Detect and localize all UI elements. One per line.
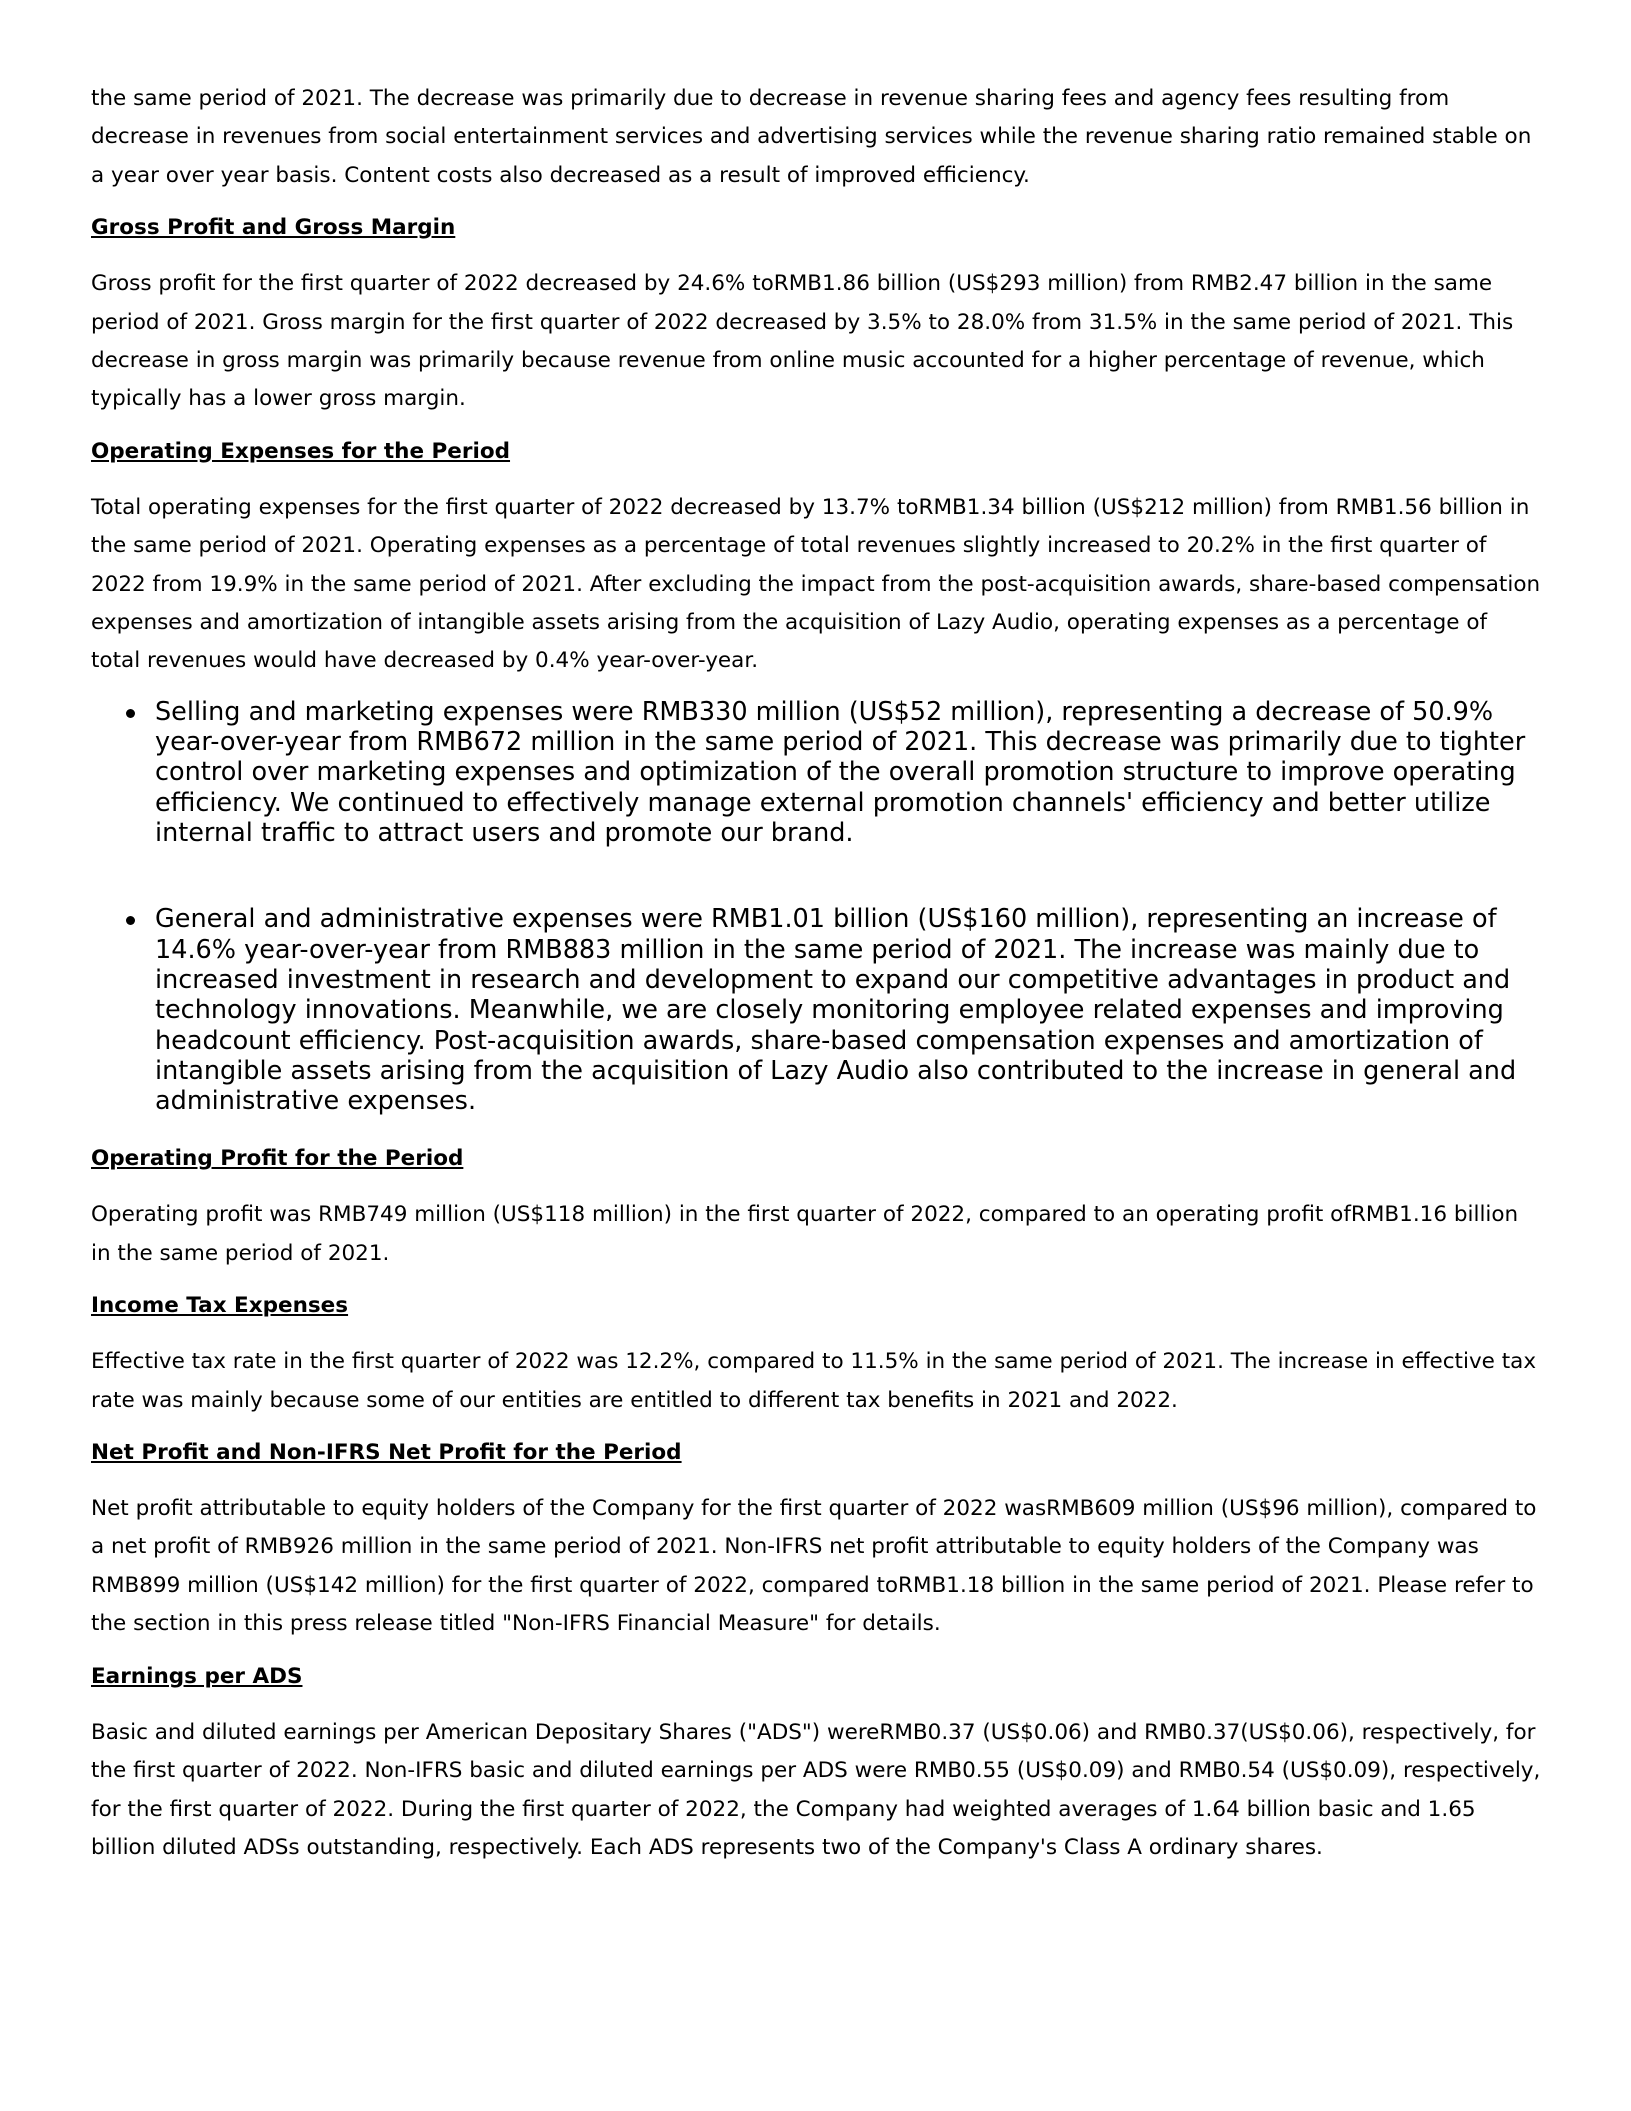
section-net-profit	[91, 1438, 1541, 1644]
section-heading: Operating Profit for the Period	[91, 1146, 464, 1172]
document-body	[91, 80, 1541, 1885]
bullet-icon	[126, 916, 135, 925]
bullet-text: Selling and marketing expenses were RMB330 million (US$52 million), representing a decrease of 50.9% year-over-year from RMB672 million in the same period of 2021. This decrease was primarily due to tighter control over marketing expenses and optimization of the overall promotion structure to improve operating efficiency. We continued to effectively manage external promotion channels' efficiency and better utilize internal traffic to attract users and promote our brand.	[155, 696, 1526, 849]
section-paragraph: Operating profit was RMB749 million (US$118 million) in the first quarter of 2022, compared to an operating profit ofRMB1.16 billion in the same period of 2021.	[91, 1202, 1519, 1266]
section-heading: Earnings per ADS	[91, 1663, 303, 1689]
section-paragraph: Gross profit for the first quarter of 2022 decreased by 24.6% toRMB1.86 billion (US$293 million) from RMB2.47 billion in the same period of 2021. Gross margin for the first quarter of 2022 decreased by 3.5% to 28.0% from 31.5% in the same period of 2021. This decrease in gross margin was primarily because revenue from online music accounted for a higher percentage of revenue, which typically has a lower gross margin.	[91, 271, 1514, 412]
section-earnings-per-ads	[91, 1662, 1541, 1868]
section-heading: Income Tax Expenses	[91, 1293, 349, 1319]
list-item	[91, 697, 1541, 848]
list-item	[91, 904, 1541, 1116]
bullet-text: General and administrative expenses were RMB1.01 billion (US$160 million), representing an increase of 14.6% year-over-year from RMB883 million in the same period of 2021. The increase was mainly due to increased investment in research and development to expand our competitive advantages in product and technology innovations. Meanwhile, we are closely monitoring employee related expenses and improving headcount efficiency. Post-acquisition awards, share-based compensation expenses and amortization of intangible assets arising from the acquisition of Lazy Audio also contributed to the increase in general and administrative expenses.	[155, 904, 1517, 1117]
section-income-tax	[91, 1291, 1541, 1420]
section-operating-profit	[91, 1144, 1541, 1273]
section-heading: Gross Profit and Gross Margin	[91, 215, 456, 241]
section-paragraph: Total operating expenses for the first quarter of 2022 decreased by 13.7% toRMB1.34 billion (US$212 million) from RMB1.56 billion in the same period of 2021. Operating expenses as a percentage of total revenues slightly increased to 20.2% in the first quarter of 2022 from 19.9% in the same period of 2021. After excluding the impact from the post-acquisition awards, share-based compensation expenses and amortization of intangible assets arising from the acquisition of Lazy Audio, operating expenses as a percentage of total revenues would have decreased by 0.4% year-over-year.	[91, 494, 1541, 674]
section-heading: Operating Expenses for the Period	[91, 438, 511, 464]
intro-paragraph: the same period of 2021. The decrease was primarily due to decrease in revenue sharing fees and agency fees resulting from decrease in revenues from social entertainment services and advertising services while the revenue sharing ratio remained stable on a year over year basis. Content costs also decreased as a result of improved efficiency.	[91, 86, 1532, 188]
section-paragraph: Effective tax rate in the first quarter of 2022 was 12.2%, compared to 11.5% in the same period of 2021. The increase in effective tax rate was mainly because some of our entities are entitled to different tax benefits in 2021 and 2022.	[91, 1349, 1537, 1413]
section-paragraph: Basic and diluted earnings per American Depositary Shares ("ADS") wereRMB0.37 (US$0.06) and RMB0.37(US$0.06), respectively, for the first quarter of 2022. Non-IFRS basic and diluted earnings per ADS were RMB0.55 (US$0.09) and RMB0.54 (US$0.09), respectively, for the first quarter of 2022. During the first quarter of 2022, the Company had weighted averages of 1.64 billion basic and 1.65 billion diluted ADSs outstanding, respectively. Each ADS represents two of the Company's Class A ordinary shares.	[91, 1719, 1541, 1860]
section-gross-profit	[91, 213, 1541, 419]
bullet-icon	[126, 709, 135, 718]
expense-bullet-list	[91, 697, 1541, 1117]
section-paragraph: Net profit attributable to equity holders of the Company for the first quarter of 2022 wasRMB609 million (US$96 million), compared to a net profit of RMB926 million in the same period of 2021. Non-IFRS net profit attributable to equity holders of the Company was RMB899 million (US$142 million) for the first quarter of 2022, compared toRMB1.18 billion in the same period of 2021. Please refer to the section in this press release titled "Non-IFRS Financial Measure" for details.	[91, 1496, 1537, 1637]
section-operating-expenses	[91, 437, 1541, 1117]
section-heading: Net Profit and Non-IFRS Net Profit for the Period	[91, 1440, 682, 1466]
